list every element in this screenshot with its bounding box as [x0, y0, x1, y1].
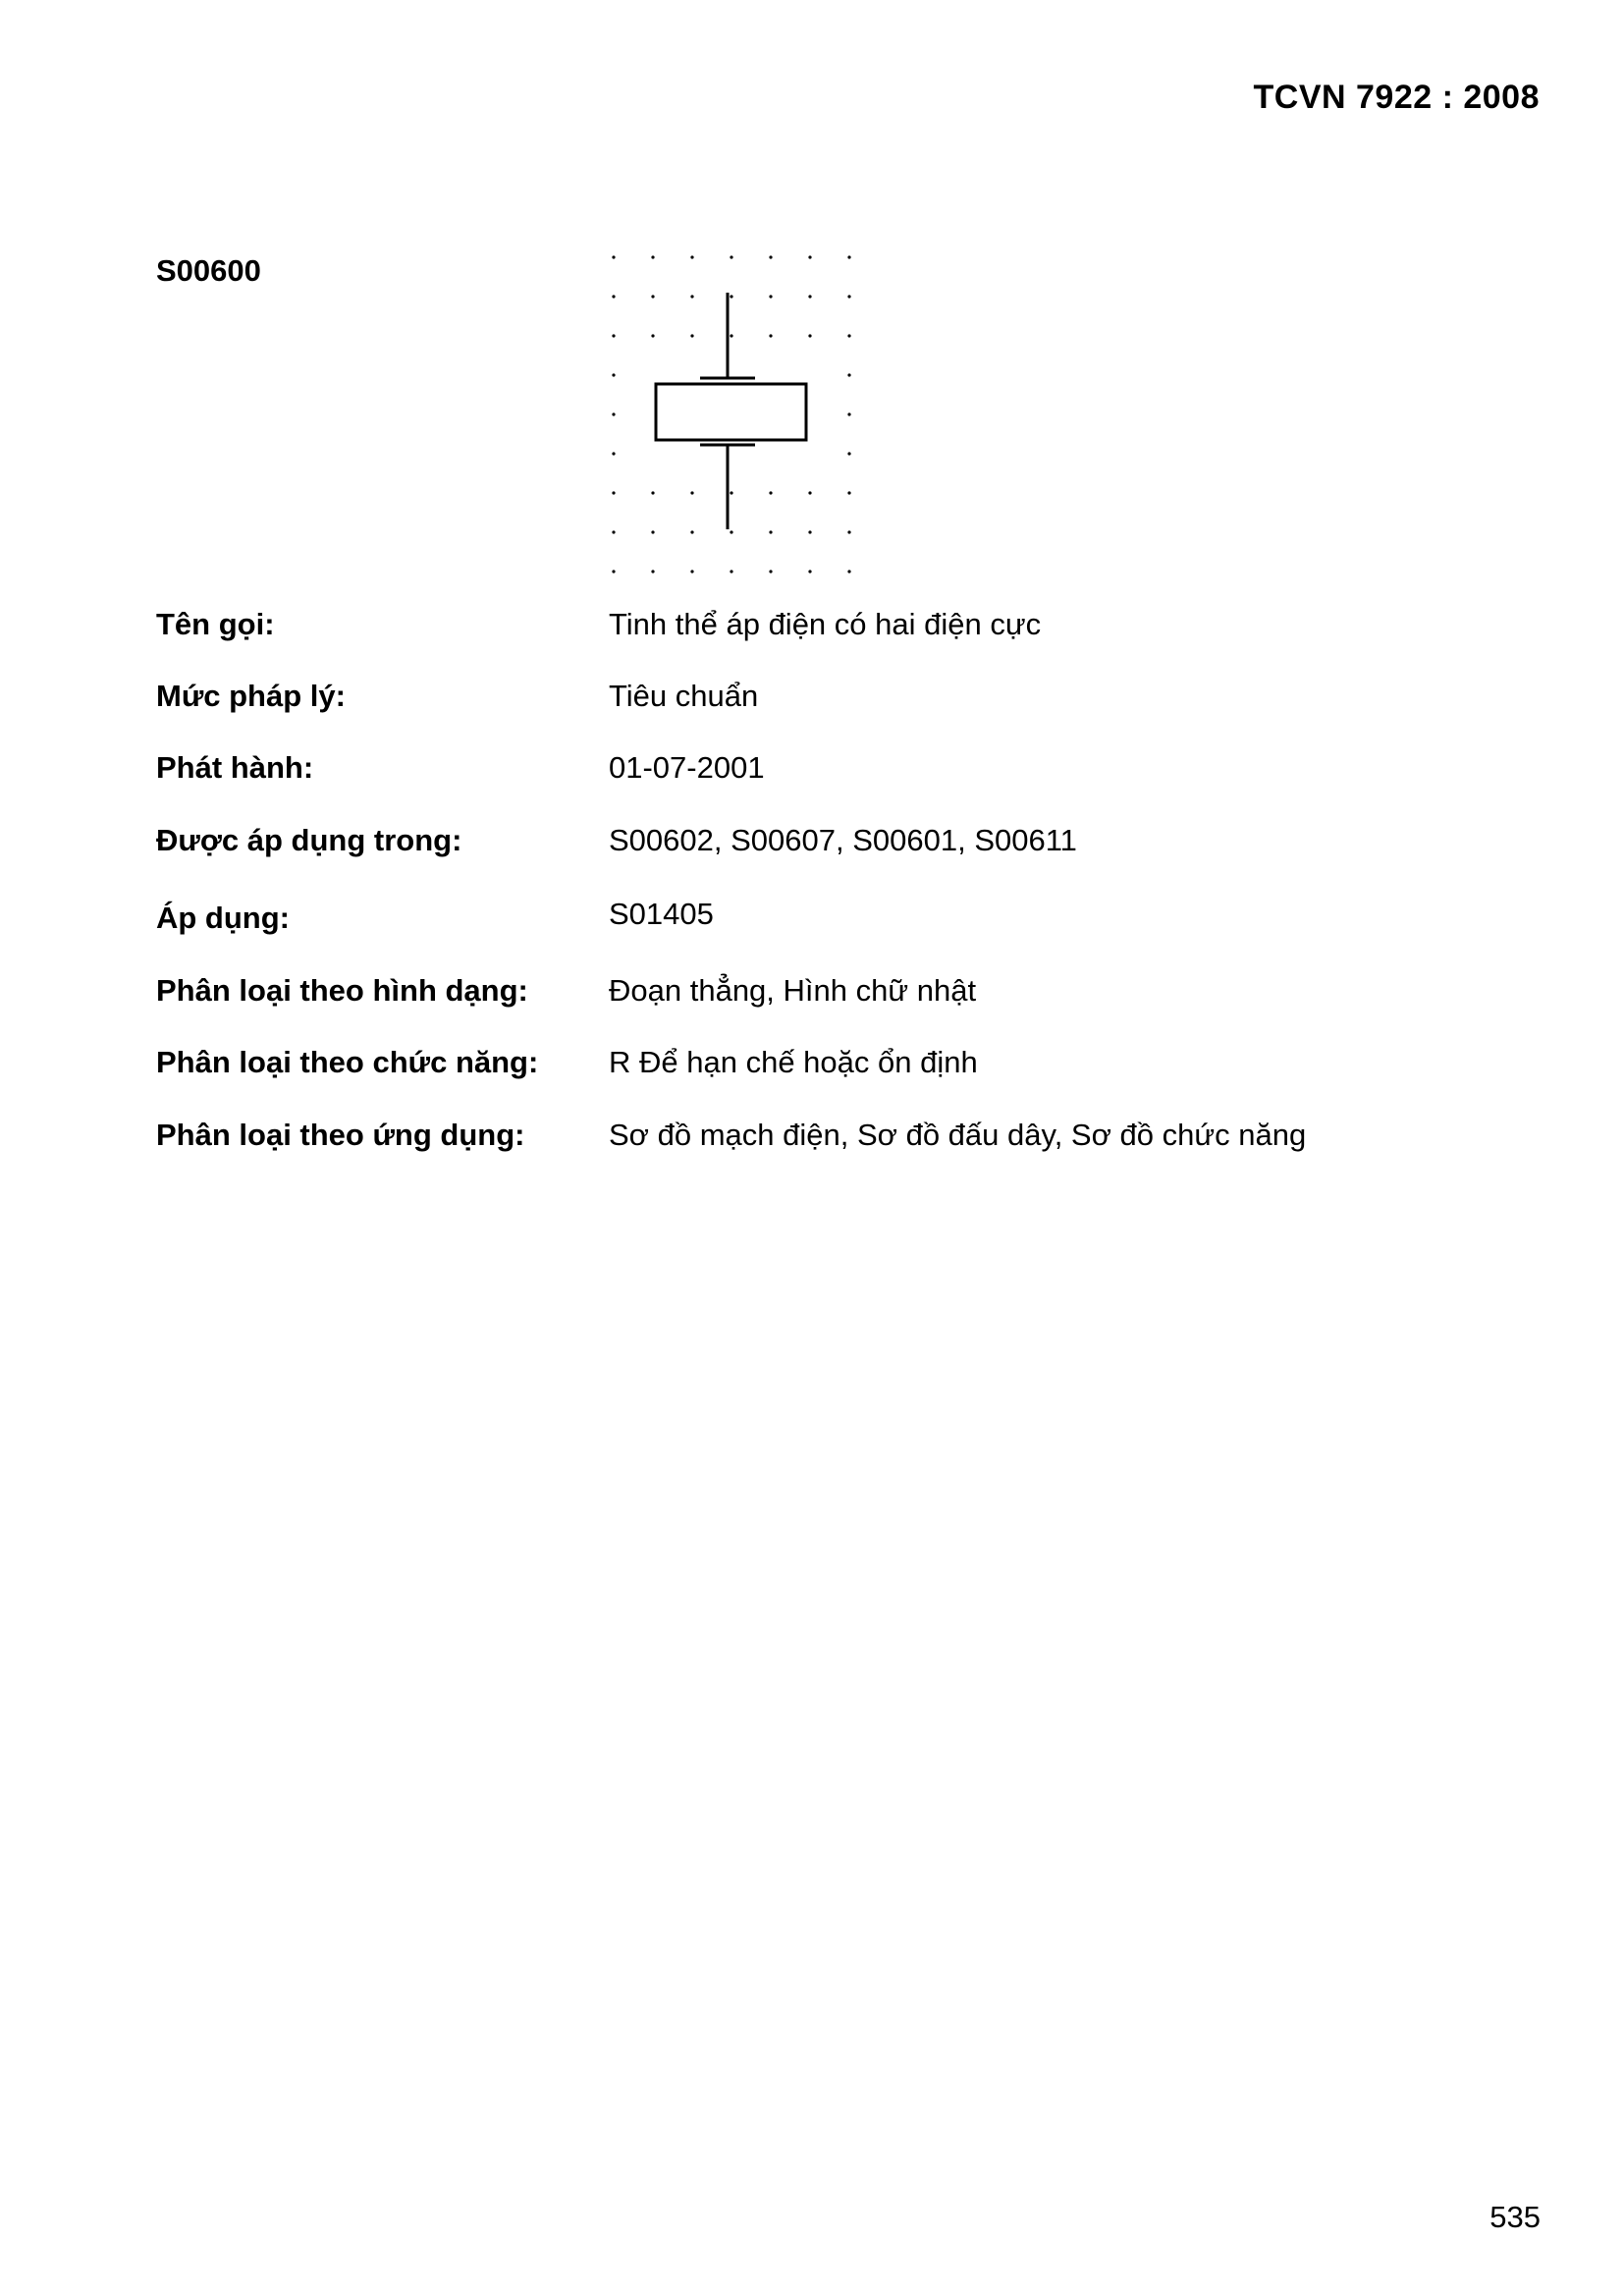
- grid-dot: [651, 570, 654, 573]
- crystal-body: [656, 384, 806, 440]
- grid-dot: [690, 255, 693, 258]
- property-value: Sơ đồ mạch điện, Sơ đồ đấu dây, Sơ đồ chức năng: [609, 1118, 1307, 1152]
- property-value: Tiêu chuẩn: [609, 679, 759, 713]
- grid-dot: [808, 491, 811, 494]
- property-label: Được áp dụng trong:: [156, 823, 462, 857]
- property-label: Phân loại theo chức năng:: [156, 1045, 539, 1079]
- grid-dot: [730, 295, 732, 298]
- grid-dot: [847, 452, 850, 455]
- grid-dot: [612, 452, 615, 455]
- grid-dot: [847, 295, 850, 298]
- grid-dot: [808, 334, 811, 337]
- property-row-name: [156, 607, 1531, 656]
- grid-dot: [612, 334, 615, 337]
- grid-dot: [730, 570, 732, 573]
- dot-grid: [612, 255, 850, 573]
- property-row-issued: [156, 750, 1531, 799]
- property-row-application-class: [156, 1118, 1531, 1167]
- grid-dot: [769, 334, 772, 337]
- grid-dot: [808, 295, 811, 298]
- property-label: Áp dụng:: [156, 901, 291, 935]
- property-row-shape-class: [156, 973, 1531, 1022]
- grid-dot: [730, 255, 732, 258]
- grid-dot: [612, 255, 615, 258]
- grid-dot: [612, 295, 615, 298]
- property-value: S00602, S00607, S00601, S00611: [609, 823, 1077, 857]
- grid-dot: [651, 295, 654, 298]
- grid-dot: [769, 570, 772, 573]
- piezoelectric-crystal-symbol: [599, 241, 884, 579]
- grid-dot: [612, 570, 615, 573]
- grid-dot: [730, 334, 732, 337]
- property-value: R Để hạn chế hoặc ổn định: [609, 1045, 978, 1079]
- property-value: S01405: [609, 897, 714, 931]
- grid-dot: [690, 334, 693, 337]
- grid-dot: [690, 491, 693, 494]
- standard-header: TCVN 7922 : 2008: [1253, 79, 1540, 116]
- grid-dot: [730, 530, 732, 533]
- property-value: Đoạn thẳng, Hình chữ nhật: [609, 973, 977, 1008]
- property-row-applies: [156, 897, 1531, 946]
- grid-dot: [690, 295, 693, 298]
- symbol-id: S00600: [156, 253, 261, 288]
- grid-dot: [651, 334, 654, 337]
- grid-dot: [847, 255, 850, 258]
- grid-dot: [847, 334, 850, 337]
- grid-dot: [651, 255, 654, 258]
- property-value: 01-07-2001: [609, 750, 765, 785]
- grid-dot: [612, 491, 615, 494]
- grid-dot: [651, 530, 654, 533]
- property-label: Phát hành:: [156, 750, 314, 785]
- grid-dot: [612, 530, 615, 533]
- grid-dot: [847, 373, 850, 376]
- property-label: Phân loại theo ứng dụng:: [156, 1118, 525, 1152]
- property-row-function-class: [156, 1045, 1531, 1094]
- grid-dot: [769, 530, 772, 533]
- property-value: Tinh thể áp điện có hai điện cực: [609, 607, 1042, 641]
- grid-dot: [769, 295, 772, 298]
- grid-dot: [808, 570, 811, 573]
- grid-dot: [690, 530, 693, 533]
- property-label: Mức pháp lý:: [156, 679, 346, 713]
- grid-dot: [847, 530, 850, 533]
- grid-dot: [651, 491, 654, 494]
- property-label: Phân loại theo hình dạng:: [156, 973, 528, 1008]
- page-number: 535: [1489, 2200, 1541, 2234]
- property-row-applied-in: [156, 823, 1531, 872]
- property-label: Tên gọi:: [156, 607, 275, 641]
- grid-dot: [769, 255, 772, 258]
- grid-dot: [612, 373, 615, 376]
- grid-dot: [808, 255, 811, 258]
- grid-dot: [730, 491, 732, 494]
- grid-dot: [847, 412, 850, 415]
- property-row-legal-level: [156, 679, 1531, 728]
- grid-dot: [847, 491, 850, 494]
- grid-dot: [847, 570, 850, 573]
- grid-dot: [769, 491, 772, 494]
- grid-dot: [612, 412, 615, 415]
- grid-dot: [690, 570, 693, 573]
- grid-dot: [808, 530, 811, 533]
